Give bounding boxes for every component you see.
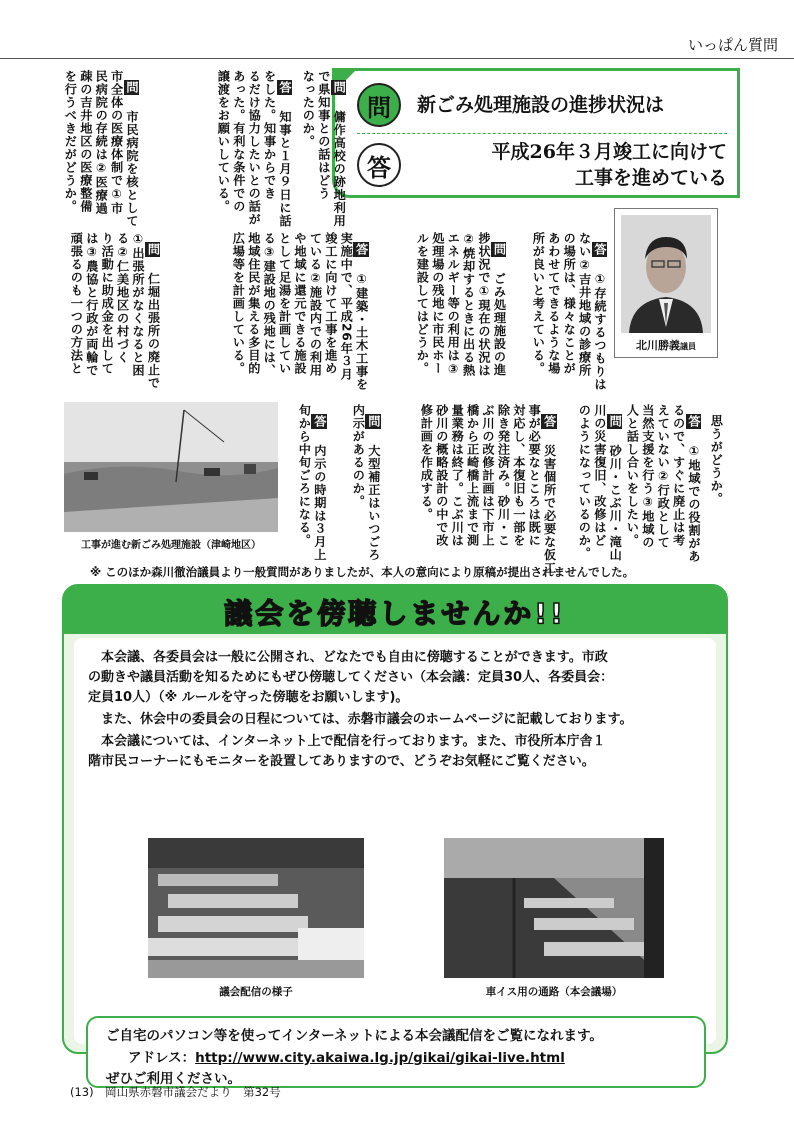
aisle-icon [444,838,664,978]
question-headline: 新ごみ処理施設の進捗状況は [417,94,665,116]
aisle-photo-caption: 車イス用の通路（本会議場） [485,986,623,998]
question-tag: 問 [332,81,347,95]
person-photo-icon [621,215,711,333]
invite-paragraph-1 [88,648,706,708]
construction-site-photo [64,402,278,532]
column-q4 [68,232,176,390]
answer-headline-line1: 平成26年３月竣工に向けて [491,141,727,163]
invite-text-line: の動きや議員活動を知るためにもぜひ傍聴してください（本会議：定員30人、各委員会： [88,670,614,685]
column-q3 [414,232,522,382]
notice-line-1: ご自宅のパソコン等を使ってインターネットによる本会議配信をご覧になれます。 [106,1028,603,1044]
page-footer: (13) 岡山県赤磐市議会だより 第32号 [70,1085,281,1099]
answer-tag: 答 [278,81,293,95]
column-text: 傭作高校の跡地利用 で県知事との話はどう なったのか。 [301,70,347,228]
column-text: ごみ処理施設の進 捗状況で①現在の状況は ②焼却するときに出る熱 エネルギー等の利用は③ 処理場の残地に市民ホー ルを建設してはどうか。 [415,232,507,377]
invite-text-line: 階市民コーナーにもモニターを設置してありますので、どうぞお気軽にご覧ください。 [88,754,595,769]
notice-line-3: ぜひご利用ください。 [106,1071,241,1087]
address-label: アドレス： [128,1050,196,1066]
question-row [357,77,727,134]
answer-headline [492,139,727,191]
invite-title: 議会を傍聴しませんか!! [224,597,566,630]
column-q5 [576,404,638,562]
construction-site-icon [64,402,278,532]
column-a6 [296,404,342,562]
question-tag: 問 [146,243,161,257]
council-chamber-icon [148,838,364,978]
column-q2 [62,70,154,228]
column-a1 [215,70,307,228]
answer-tag: 答 [354,243,369,257]
address-link[interactable]: http://www.city.akaiwa.lg.jp/gikai/gikai-live.html [195,1050,565,1066]
column-a2 [530,232,622,391]
invite-body [74,638,716,1087]
answer-mark-icon: 答 [357,143,401,187]
councilor-title: 議員 [680,342,696,351]
broadcast-photo-caption: 議会配信の様子 [219,986,293,998]
invite-paragraph-2: また、休会中の委員会の日程については、赤磐市議会のホームページに記載しております。 [88,712,633,727]
column-text: 内示の時期は３月上 旬から中旬ごろになる。 [297,404,327,562]
question-tag: 問 [366,415,381,429]
invite-paragraph-3 [88,732,706,772]
question-tag: 問 [608,415,623,429]
column-a5 [418,404,572,575]
column-q1 [300,70,362,228]
councilor-name-text: 北川勝義 [636,339,680,352]
answer-headline-line2: 工事を進めている [574,167,727,189]
wheelchair-aisle-photo [444,838,664,978]
councilor-name [615,337,717,353]
answer-tag: 答 [687,415,702,429]
column-a3 [230,232,384,391]
invite-text-line: 本会議については、インターネット上で配信を行っております。また、市役所本庁舎１ [88,734,606,749]
answer-tag: 答 [542,415,557,429]
question-tag: 問 [125,81,140,95]
question-mark-icon: 問 [357,83,401,127]
column-text: 仁堀出張所の廃止で ①出張所がなくなると困 る②仁美地区の村づく り活動に助成金を出して は③農協と行政が両輪で 頑張るのも一つの方法と [69,232,161,390]
column-q6 [350,404,396,562]
column-text: ①存続するつもりは ない②吉井地域の診療所 の場所は、様々なことが あわせてできるような場 所が良いと考えている。 [531,232,608,391]
note-text: ※ このほか森川徹治議員より一般質問がありましたが、本人の意向により原稿が提出されませんでした。 [90,565,635,579]
notice-address [128,1046,565,1066]
header-title: いっぱん質問 [687,36,778,54]
qa-headline-box [332,68,740,198]
column-text: 災害個所で必要な仮工 事が必要なところは既に 対応し、本復旧も一部を 除き発注済み。砂川・こ ぶ川の改修計画は下市上 橋から正崎橋上流まで測 量業務は終了。こぶ川は 砂川の概略設計の中で改 修計画を作成する。 [419,404,557,575]
column-text: 思うがどうか。 [709,414,724,506]
council-broadcast-photo [148,838,364,978]
column-text: 知事と１月９日に話 をした。知事からでき るだけ協力したいとの話が あった。有利な条件での 譲渡をお願いしている。 [216,70,293,228]
column-text: 砂川・こぶ川・滝山 川の災害復旧、改修はど のようになっているのか。 [577,404,623,562]
answer-tag: 答 [593,243,608,257]
invite-text-line: 定員10人）（※ ルールを守った傍聴をお願いします)。 [88,690,409,705]
column-text: ①建築・土木工事を 実施中で、平成26年３月 竣工に向けて工事を進め ている②施設内での利用 や地域に還元できる施設 として足湯を計画してい る③建設地の残地には、 地域住民が集える多目的 広場等を計画している。 [231,232,369,391]
councilor-portrait-card [614,208,718,358]
question-tag: 問 [492,243,507,257]
construction-photo-caption: 工事が進む新ごみ処理施設（津崎地区） [81,540,261,551]
column-text: 市民病院を核として 市全体の医療体制で①市 民病院の存続は②医療過 疎の吉井地区の医療整備 を行うべきだがどうか。 [63,70,140,228]
internet-notice-box [86,1016,706,1088]
gallery-invite-section [62,584,728,1087]
answer-row [357,137,727,193]
column-a4 [624,404,716,563]
header-rule [0,58,794,59]
answer-tag: 答 [312,415,327,429]
column-text: 大型補正はいつごろ 内示があるのか。 [351,404,381,562]
invite-text-line: 本会議、各委員会は一般に公開され、どなたでも自由に傍聴することができます。市政 [88,650,608,665]
column-text: ①地域での役割があ るので、すぐに廃止は考 えていない②行政として 当然支援を行う③地域の 人と話し合いをしたい。 [625,404,702,563]
councilor-photo [621,215,711,333]
